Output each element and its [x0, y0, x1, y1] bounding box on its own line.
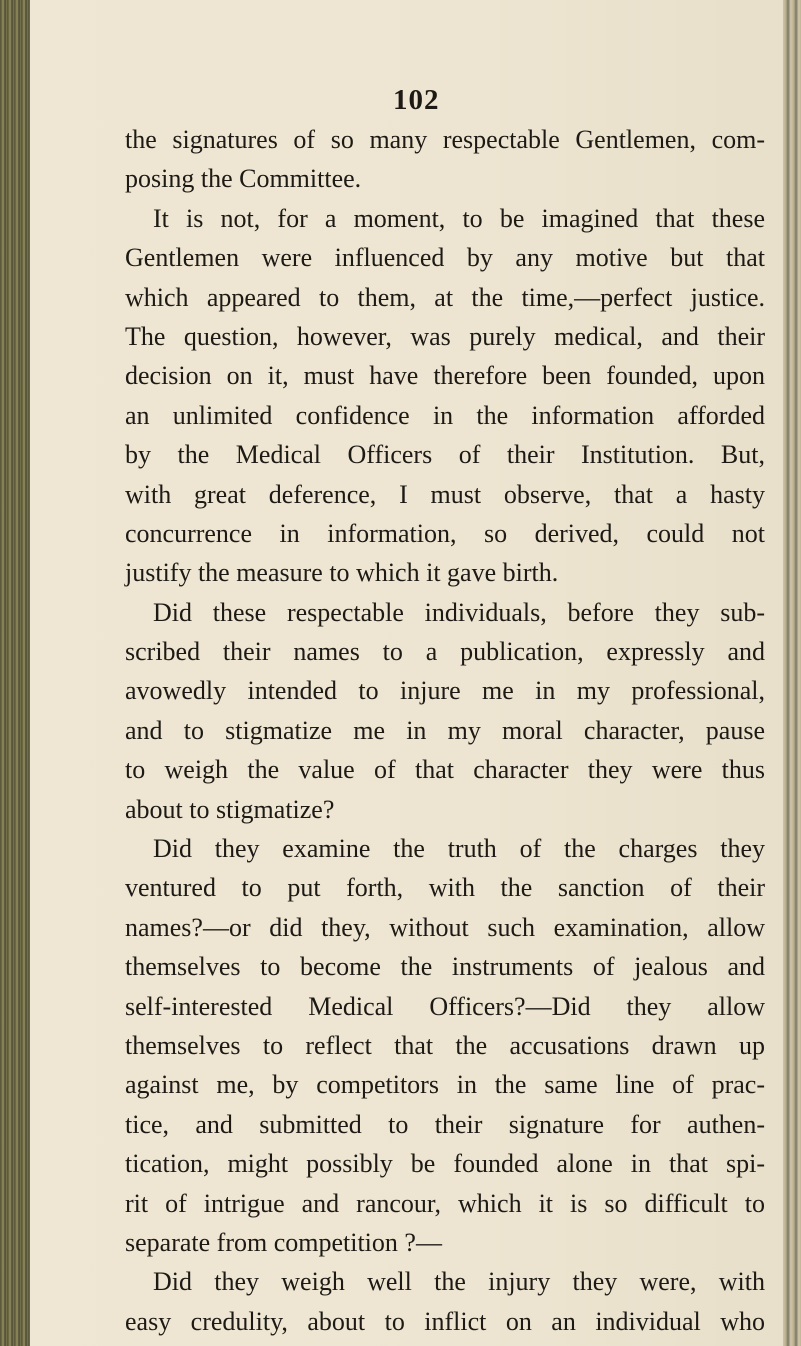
text-line: by the Medical Officers of their Institution. But, — [125, 440, 765, 470]
page-number: 102 — [393, 84, 440, 116]
text-line: against me, by competitors in the same line of prac- — [125, 1070, 765, 1100]
text-line: Did these respectable individuals, before they sub- — [153, 597, 765, 627]
text-line: ventured to put forth, with the sanction of their — [125, 873, 765, 903]
text-line: Did they examine the truth of the charges they — [153, 834, 765, 864]
text-line: decision on it, must have therefore been founded, upon — [125, 361, 765, 391]
text-line: themselves to become the instruments of jealous and — [125, 952, 765, 982]
text-line: the signatures of so many respectable Gentlemen, com- — [125, 125, 765, 154]
text-line: an unlimited confidence in the information afforded — [125, 400, 765, 430]
page-fore-edge — [783, 0, 801, 1346]
text-line: names?—or did they, without such examination, allow — [125, 912, 765, 942]
body-text — [125, 120, 765, 1341]
text-line: easy credulity, about to inflict on an individual who — [125, 1306, 765, 1336]
text-line: about to stigmatize? — [125, 794, 335, 824]
text-line: justify the measure to which it gave birth. — [125, 558, 559, 588]
text-line: The question, however, was purely medical, and their — [125, 321, 765, 351]
text-line: themselves to reflect that the accusations drawn up — [125, 1030, 765, 1060]
text-line: tication, might possibly be founded alone in that spi- — [125, 1149, 765, 1179]
text-line: rit of intrigue and rancour, which it is so difficult to — [125, 1188, 765, 1218]
text-line: posing the Committee. — [125, 164, 362, 194]
text-line: Did they weigh well the injury they were, with — [153, 1267, 765, 1297]
text-line: with great deference, I must observe, that a hasty — [125, 479, 765, 509]
text-line: tice, and submitted to their signature for authen- — [125, 1109, 765, 1139]
text-line: which appeared to them, at the time,—perfect justice. — [125, 282, 765, 312]
text-line: separate from competition ?— — [125, 1227, 442, 1257]
text-line: It is not, for a moment, to be imagined that these — [153, 203, 765, 233]
text-line: concurrence in information, so derived, could not — [125, 518, 765, 548]
page-binding-edge — [0, 0, 30, 1346]
text-line: scribed their names to a publication, expressly and — [125, 637, 765, 667]
text-line: Gentlemen were influenced by any motive but that — [125, 243, 765, 273]
text-line: avowedly intended to injure me in my professional, — [125, 676, 765, 706]
text-line: to weigh the value of that character they were thus — [125, 755, 765, 785]
text-line: and to stigmatize me in my moral character, pause — [125, 715, 765, 745]
text-line: self-interested Medical Officers?—Did they allow — [125, 991, 765, 1021]
